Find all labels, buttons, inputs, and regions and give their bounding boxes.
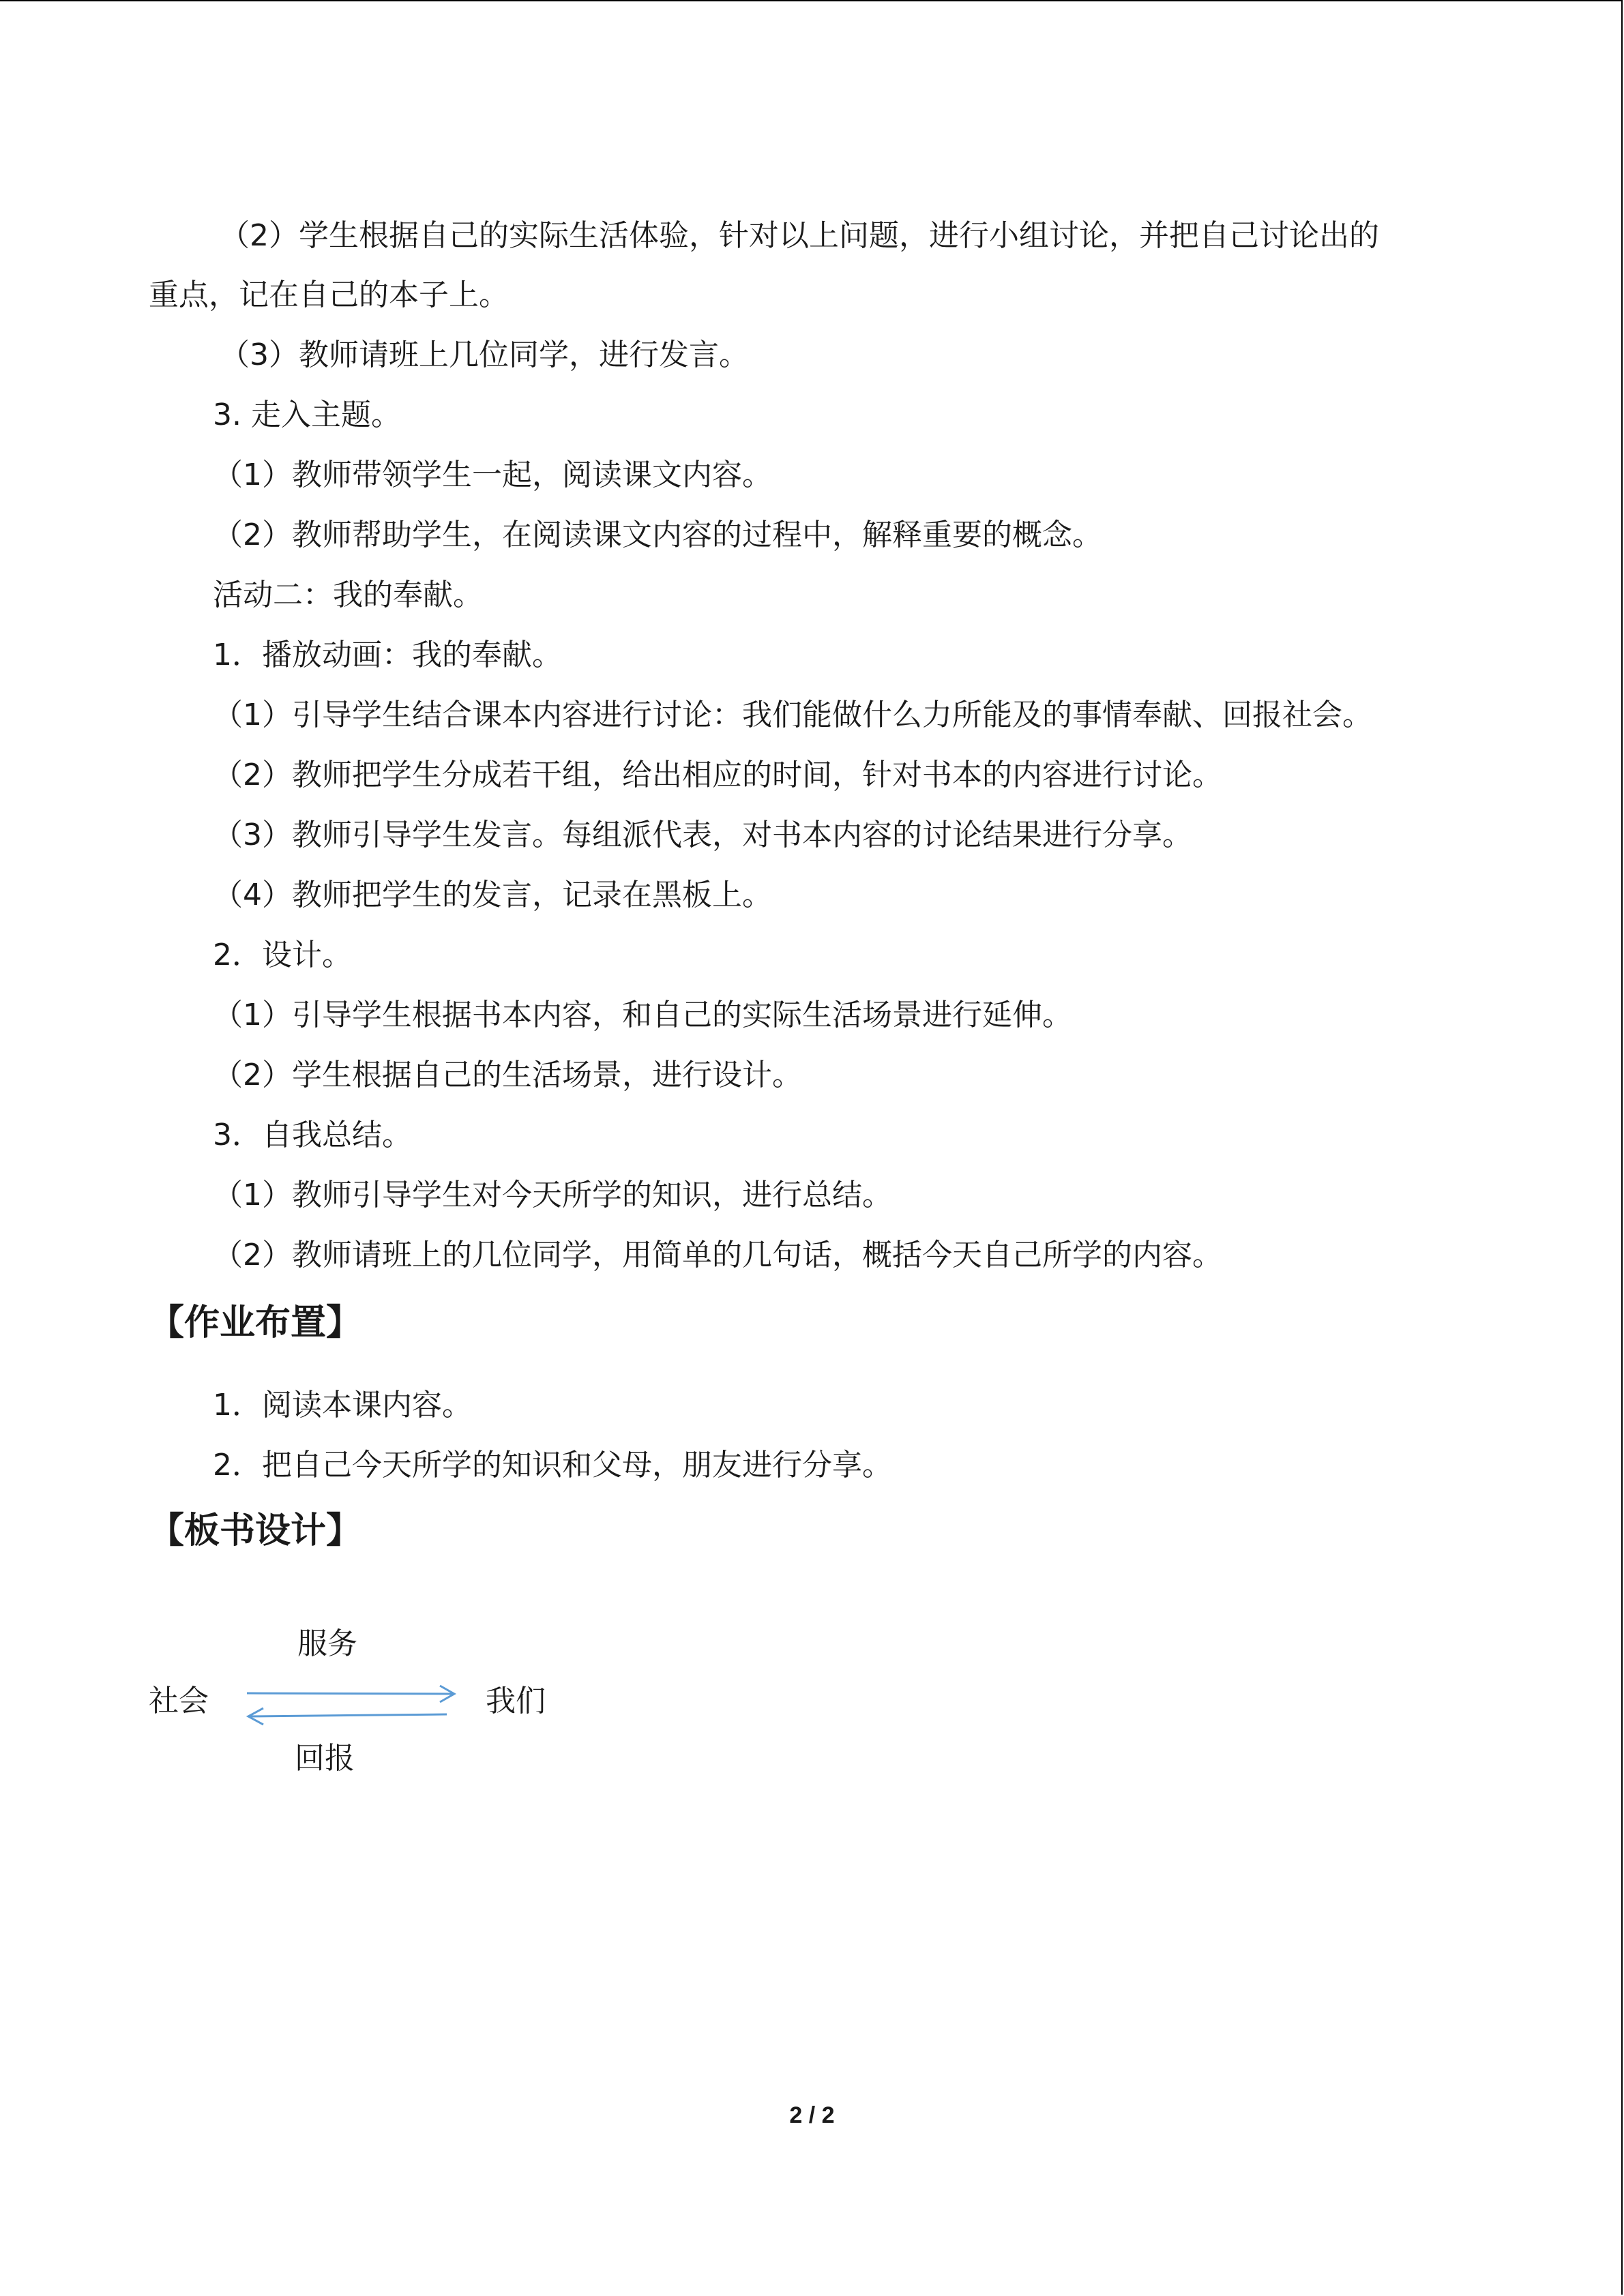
paragraph: 2．设计。 (213, 938, 352, 972)
paragraph: 3．自我总结。 (213, 1118, 412, 1152)
board-heading: 【板书设计】 (149, 1510, 362, 1551)
arrow-right (247, 1686, 454, 1702)
board-label-top: 服务 (297, 1626, 357, 1661)
board-label-bottom: 回报 (295, 1741, 355, 1776)
paragraph: 3. 走入主题。 (213, 398, 401, 432)
board-label-left: 社会 (149, 1684, 209, 1718)
paragraph: （1）教师带领学生一起，阅读课文内容。 (213, 458, 772, 492)
paragraph: （2）教师把学生分成若干组，给出相应的时间，针对书本的内容进行讨论。 (213, 758, 1222, 792)
homework-item: 2．把自己今天所学的知识和父母，朋友进行分享。 (213, 1448, 892, 1482)
homework-heading: 【作业布置】 (149, 1302, 362, 1343)
exchange-arrows (239, 1678, 464, 1732)
paragraph: （1）教师引导学生对今天所学的知识，进行总结。 (213, 1178, 892, 1212)
paragraph: 1．播放动画：我的奉献。 (213, 638, 562, 672)
page-number: 2 / 2 (789, 2102, 835, 2128)
homework-item: 1．阅读本课内容。 (213, 1388, 472, 1422)
activity-title: 活动二：我的奉献。 (213, 578, 483, 612)
board-label-right: 我们 (486, 1684, 546, 1718)
paragraph: （1）引导学生结合课本内容进行讨论：我们能做什么力所能及的事情奉献、回报社会。 (213, 698, 1372, 732)
paragraph: （2）学生根据自己的生活场景，进行设计。 (213, 1058, 802, 1092)
paragraph: （4）教师把学生的发言，记录在黑板上。 (213, 878, 772, 912)
paragraph: （2）教师帮助学生，在阅读课文内容的过程中，解释重要的概念。 (213, 518, 1102, 552)
paragraph: （2）教师请班上的几位同学，用简单的几句话，概括今天自己所学的内容。 (213, 1238, 1222, 1272)
paragraph: 重点，记在自己的本子上。 (149, 278, 509, 312)
paragraph: （1）引导学生根据书本内容，和自己的实际生活场景进行延伸。 (213, 998, 1072, 1032)
paragraph: （2）学生根据自己的实际生活体验，针对以上问题，进行小组讨论，并把自己讨论出的 (220, 218, 1379, 253)
paragraph: （3）教师请班上几位同学，进行发言。 (220, 338, 749, 372)
paragraph: （3）教师引导学生发言。每组派代表，对书本内容的讨论结果进行分享。 (213, 818, 1192, 852)
arrow-left (248, 1708, 447, 1725)
